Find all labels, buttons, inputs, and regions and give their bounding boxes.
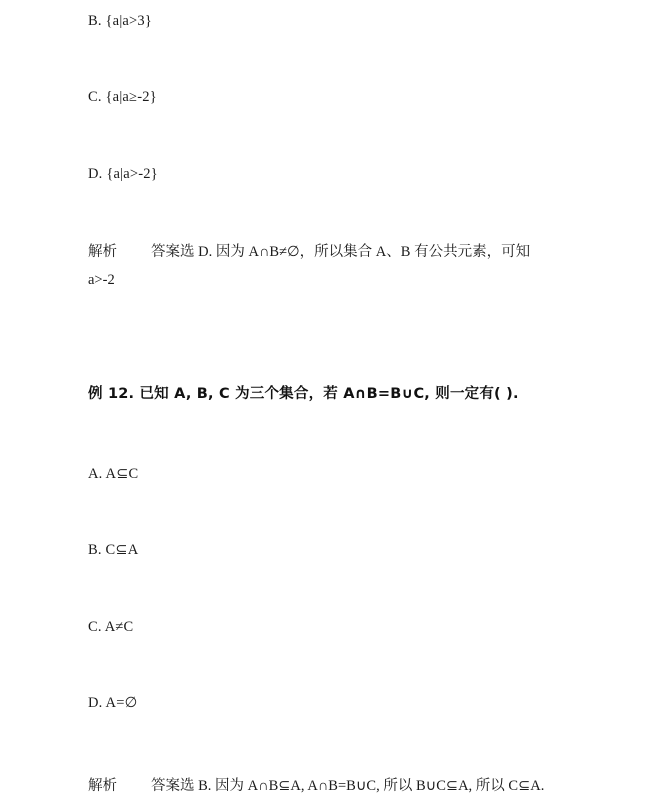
example-12-choice-d: D. A=∅ <box>88 695 138 712</box>
explanation-continuation: a>-2 <box>88 271 115 288</box>
spacer <box>88 185 585 239</box>
spacer <box>88 638 585 692</box>
top-spacer <box>88 0 585 10</box>
spacer <box>88 32 585 86</box>
explanation-text: 答案选 D. 因为 A∩B≠∅，所以集合 A、B 有公共元素，可知 <box>151 244 531 261</box>
explanation-block-2 <box>88 773 585 800</box>
spacer <box>88 405 585 463</box>
example-12-choice-b: B. C⊆A <box>88 542 139 559</box>
spacer <box>88 715 585 773</box>
spacer <box>88 295 585 383</box>
spacer <box>88 562 585 616</box>
explanation-block-1 <box>88 239 585 294</box>
explanation-label: 解析 <box>88 244 117 261</box>
choice-option-c-1: C. {a|a≥-2} <box>88 89 157 106</box>
example-12-choice-c: C. A≠C <box>88 618 134 635</box>
spacer <box>88 109 585 163</box>
explanation-text: 答案选 B. 因为 A∩B⊆A, A∩B=B∪C, 所以 B∪C⊆A, 所以 C⊆A. <box>151 777 545 794</box>
spacer <box>88 485 585 539</box>
example-12-choice-a: A. A⊆C <box>88 465 139 482</box>
choice-option-b-1: B. {a|a>3} <box>88 13 153 29</box>
choice-option-d-1: D. {a|a>-2} <box>88 165 158 182</box>
example-12-title: 例 12. 已知 A, B, C 为三个集合，若 A∩B=B∪C, 则一定有( ). <box>88 385 519 402</box>
explanation-label: 解析 <box>88 777 117 794</box>
